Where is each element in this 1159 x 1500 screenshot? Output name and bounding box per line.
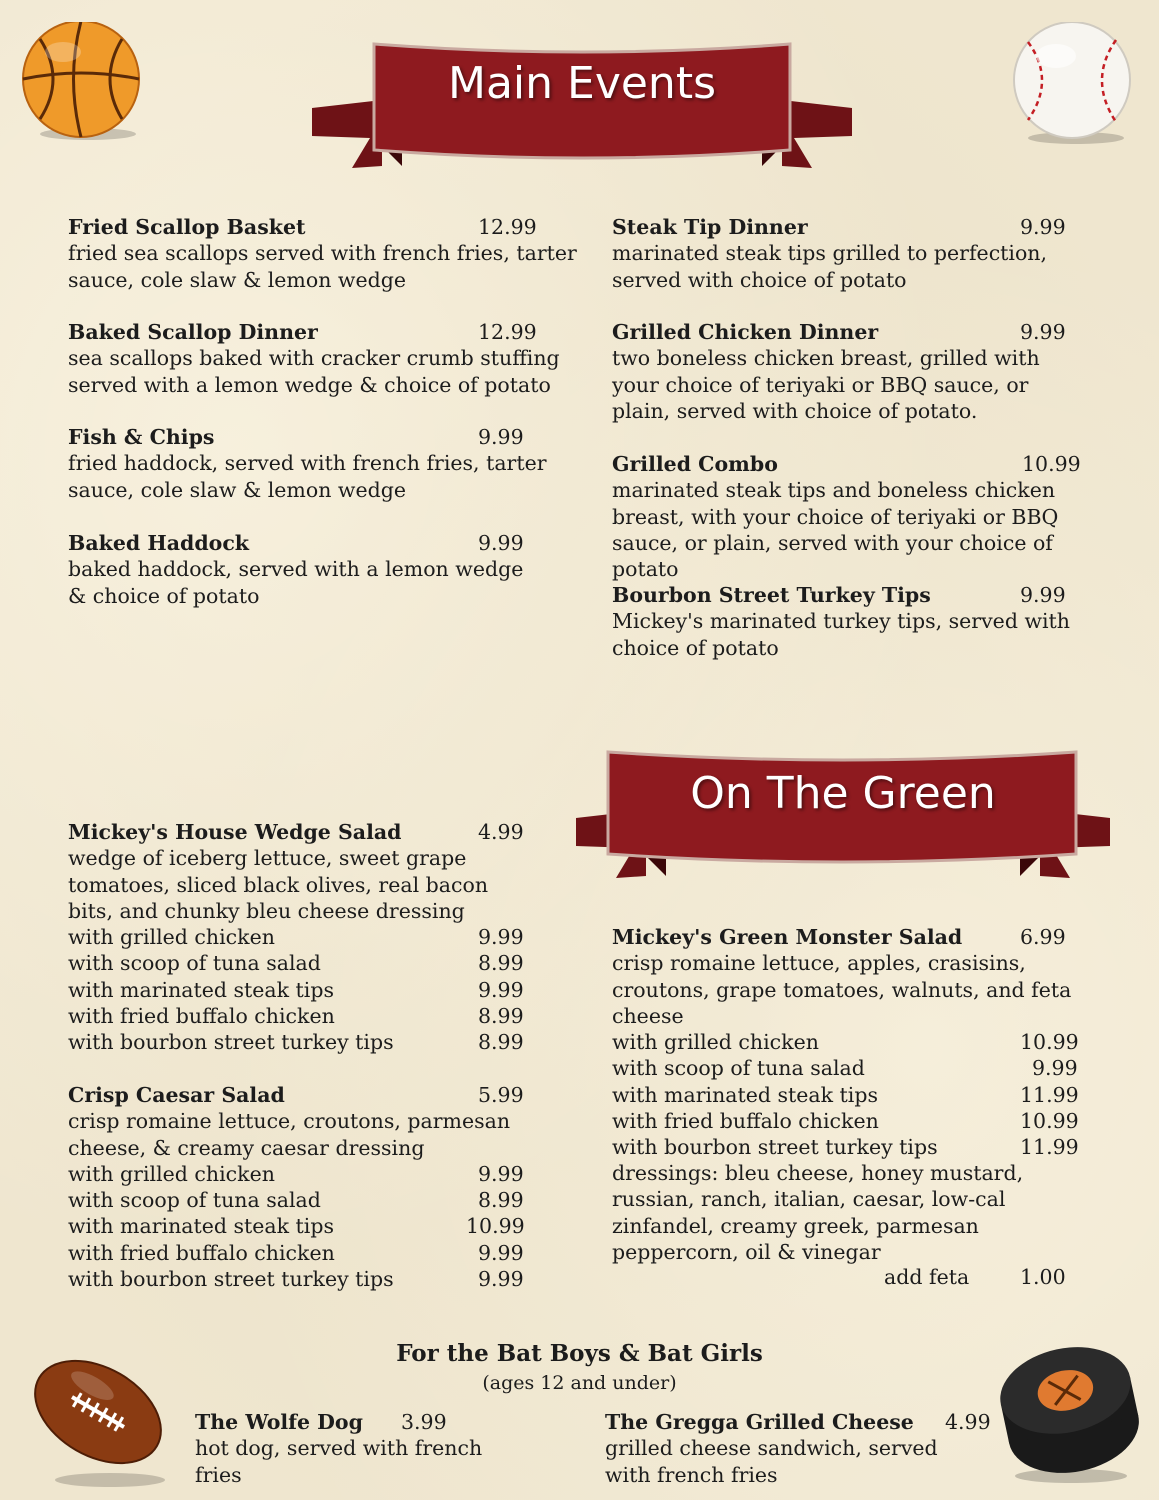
item-price: 12.99 [478,215,537,239]
item-description: hot dog, served with french fries [195,1436,483,1487]
addon-row [68,1003,538,1029]
addon-row [612,1134,1102,1160]
item-price: 10.99 [1022,452,1081,476]
addon-label: with marinated steak tips [68,977,334,1002]
item-description: grilled cheese sandwich, served with french fries [605,1436,938,1487]
item-name: The Gregga Grilled Cheese [605,1410,914,1434]
menu-item [612,924,1102,1161]
addon-price: 9.99 [478,1240,524,1265]
item-price: 9.99 [1020,320,1066,344]
addon-price: 10.99 [1020,1109,1079,1134]
addon-label: with grilled chicken [68,1161,275,1186]
addon-row [612,1029,1102,1055]
kids-section-subtitle: (ages 12 and under) [482,1372,677,1394]
basketball-icon [18,22,148,142]
item-name: Crisp Caesar Salad [68,1083,285,1107]
addon-label: with scoop of tuna salad [612,1056,865,1081]
addon-price: 9.99 [478,977,524,1002]
item-price: 4.99 [945,1410,991,1434]
addon-label: with bourbon street turkey tips [68,1030,394,1055]
addon-price: 8.99 [478,951,524,976]
item-description: baked haddock, served with a lemon wedge & choice of potato [68,557,524,608]
item-description: wedge of iceberg lettuce, sweet grape tomatoes, sliced black olives, real bacon bits, and chunky bleu cheese dressing [68,846,489,923]
item-name: Baked Haddock [68,531,250,555]
addon-price: 10.99 [1020,1030,1079,1055]
item-description: marinated steak tips grilled to perfection, served with choice of potato [612,241,1048,292]
item-price: 5.99 [478,1083,524,1107]
item-price: 4.99 [478,820,524,844]
addon-label: with fried buffalo chicken [68,1004,335,1029]
item-price: 9.99 [1020,583,1066,607]
addon-label: with grilled chicken [612,1030,819,1055]
addon-label: with bourbon street turkey tips [68,1267,394,1292]
addon-label: with marinated steak tips [68,1214,334,1239]
menu-item [612,319,1092,424]
item-description: two boneless chicken breast, grilled with your choice of teriyaki or BBQ sauce, or plain, served with choice of potato. [612,346,1040,423]
baseball-icon [1010,22,1140,146]
item-name: Steak Tip Dinner [612,215,808,239]
item-name: The Wolfe Dog [195,1410,363,1434]
addon-price: 10.99 [466,1214,525,1239]
menu-item [68,819,538,1056]
addon-label: add feta [884,1265,970,1289]
dressings-text [612,1160,1092,1265]
main-events-title: Main Events [448,58,716,109]
addon-row [68,1161,558,1187]
item-name: Fried Scallop Basket [68,215,306,239]
on-the-green-title: On The Green [690,768,996,819]
addon-label: with fried buffalo chicken [612,1109,879,1134]
addon-label: with bourbon street turkey tips [612,1135,938,1160]
menu-item [68,319,578,398]
item-description: fried sea scallops served with french fries, tarter sauce, cole slaw & lemon wedge [68,241,577,292]
item-description: sea scallops baked with cracker crumb stuffing served with a lemon wedge & choice of potato [68,346,560,397]
menu-item [68,424,578,503]
addon-row [612,1055,1102,1081]
addon-price: 9.99 [1032,1056,1078,1081]
menu-item [612,214,1092,293]
menu-item [68,1082,558,1292]
item-name: Grilled Chicken Dinner [612,320,879,344]
item-name: Fish & Chips [68,425,215,449]
item-price: 9.99 [478,531,524,555]
item-description: Mickey's marinated turkey tips, served with choice of potato [612,609,1070,660]
addon-row [68,977,538,1003]
menu-item [68,530,538,609]
item-price: 9.99 [1020,215,1066,239]
addon-price: 8.99 [478,1030,524,1055]
addon-price: 9.99 [478,925,524,950]
addon-row [68,1187,558,1213]
addon-price: 9.99 [478,1161,524,1186]
add-feta-row [884,1264,1104,1290]
menu-item [68,214,578,293]
addon-label: with scoop of tuna salad [68,951,321,976]
menu-item [605,1409,991,1488]
addon-row [68,950,538,976]
addon-row [68,1029,538,1055]
menu-item [612,582,1107,661]
addon-row [68,1266,558,1292]
item-price: 9.99 [478,425,524,449]
addon-row [68,1240,558,1266]
item-name: Grilled Combo [612,452,778,476]
item-description: crisp romaine lettuce, apples, crasisins, croutons, grape tomatoes, walnuts, and feta cheese [612,951,1072,1028]
item-description: crisp romaine lettuce, croutons, parmesan cheese, & creamy caesar dressing [68,1109,511,1160]
addon-label: with scoop of tuna salad [68,1188,321,1213]
item-description: marinated steak tips and boneless chicken breast, with your choice of teriyaki or BBQ sauce, or plain, served with your choice of potato [612,478,1059,582]
addon-label: with fried buffalo chicken [68,1240,335,1265]
addon-price: 8.99 [478,1004,524,1029]
item-name: Baked Scallop Dinner [68,320,318,344]
dressings-list: dressings: bleu cheese, honey mustard, russian, ranch, italian, caesar, low-cal zinfandel, creamy greek, parmesan peppercorn, oil & vinegar [612,1161,1024,1264]
menu-item [195,1409,535,1488]
addon-price: 1.00 [1020,1265,1066,1289]
kids-section-title: For the Bat Boys & Bat Girls [396,1340,763,1367]
addon-price: 9.99 [478,1267,524,1292]
addon-label: with marinated steak tips [612,1082,878,1107]
item-name: Bourbon Street Turkey Tips [612,583,931,607]
addon-row [612,1108,1102,1134]
item-name: Mickey's House Wedge Salad [68,820,402,844]
addon-price: 8.99 [478,1188,524,1213]
addon-row [68,924,538,950]
addon-price: 11.99 [1020,1082,1079,1107]
on-the-green-banner [576,748,1110,898]
addon-label: with grilled chicken [68,925,275,950]
item-price: 6.99 [1020,925,1066,949]
item-price: 12.99 [478,320,537,344]
item-price: 3.99 [401,1410,447,1434]
addon-row [612,1082,1102,1108]
menu-item [612,451,1107,582]
addon-row [68,1213,558,1239]
item-description: fried haddock, served with french fries, tarter sauce, cole slaw & lemon wedge [68,451,547,502]
item-name: Mickey's Green Monster Salad [612,925,963,949]
main-events-banner [312,38,852,188]
addon-price: 11.99 [1020,1135,1079,1160]
